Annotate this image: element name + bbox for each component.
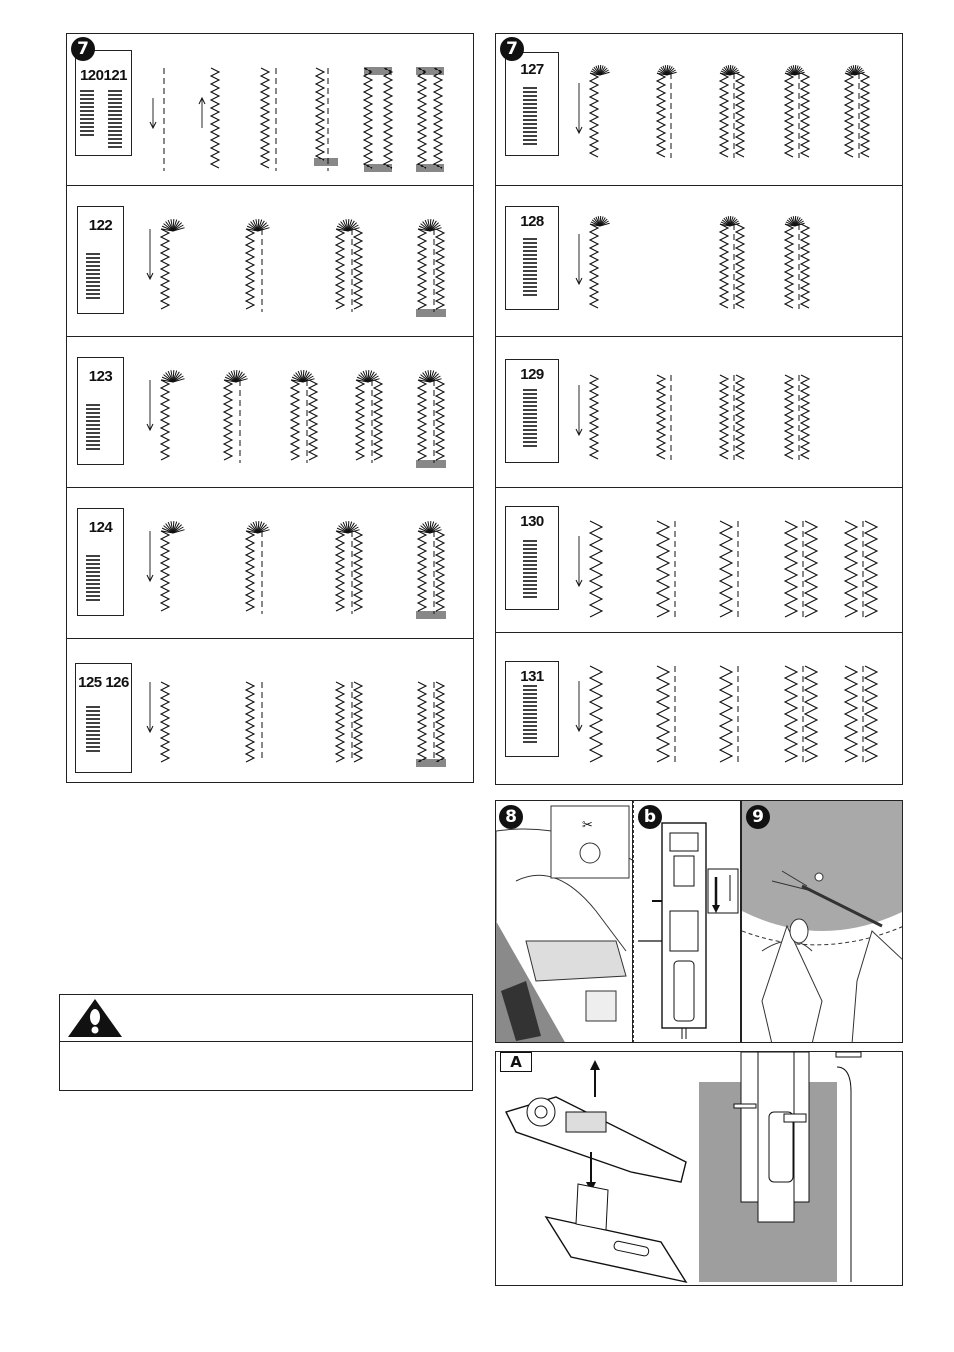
stitch-number: 123: [88, 368, 113, 385]
step-9-badge: 9: [746, 805, 770, 829]
zigzag-stitch: [736, 224, 744, 308]
stitch-number: 120121: [79, 67, 128, 84]
warning-triangle-icon: [66, 997, 124, 1039]
zigzag-stitch: [845, 73, 853, 157]
zigzag-stitch: [336, 229, 344, 309]
zigzag-stitch: [354, 229, 362, 309]
zigzag-stitch: [801, 73, 809, 157]
zigzag-stitch: [657, 521, 669, 617]
scissors-icon: ✂: [582, 817, 593, 832]
zigzag-stitch: [384, 68, 392, 168]
stitch-number: 128: [520, 213, 544, 230]
stitch-number: 130: [520, 513, 544, 530]
zigzag-stitch: [354, 531, 362, 611]
zigzag-stitch: [261, 68, 269, 168]
zigzag-stitch: [720, 73, 728, 157]
zigzag-stitch: [865, 521, 877, 617]
zigzag-stitch: [309, 380, 317, 460]
zigzag-stitch: [865, 666, 877, 762]
zigzag-stitch: [246, 229, 254, 309]
zigzag-stitch: [657, 73, 665, 157]
zigzag-stitch: [436, 380, 444, 460]
zigzag-stitch: [720, 521, 732, 617]
zigzag-stitch: [590, 666, 602, 762]
zigzag-stitch: [785, 521, 797, 617]
zigzag-stitch: [336, 531, 344, 611]
zigzag-stitch: [211, 68, 219, 168]
figure-a-presser-foot: [495, 1051, 903, 1286]
zigzag-stitch: [374, 380, 382, 460]
figure-8b-diagram: [633, 800, 741, 1043]
step-7-badge-left: 7: [71, 37, 95, 61]
zigzag-stitch: [161, 229, 169, 309]
zigzag-stitch: [845, 666, 857, 762]
zigzag-stitch: [364, 68, 372, 168]
zigzag-stitch: [736, 375, 744, 459]
zigzag-stitch: [720, 375, 728, 459]
zigzag-stitch: [161, 682, 169, 762]
zigzag-stitch: [801, 375, 809, 459]
stitch-number: 127: [520, 61, 544, 78]
zigzag-stitch: [590, 521, 602, 617]
zigzag-stitch: [356, 380, 364, 460]
zigzag-stitch: [246, 682, 254, 762]
figure-8-photo: [495, 800, 633, 1043]
warning-header: [60, 995, 472, 1042]
zigzag-stitch: [805, 666, 817, 762]
zigzag-stitch: [161, 531, 169, 611]
stitch-number: 122: [88, 217, 113, 234]
zigzag-stitch: [720, 224, 728, 308]
stitch-number: 125 126: [78, 674, 129, 691]
zigzag-stitch: [418, 229, 426, 309]
zigzag-stitch: [657, 666, 669, 762]
zigzag-stitch: [161, 380, 169, 460]
stitch-number: 131: [520, 668, 544, 685]
zigzag-stitch: [418, 380, 426, 460]
step-a-badge: A: [500, 1052, 532, 1072]
zigzag-stitch: [861, 73, 869, 157]
zigzag-stitch: [418, 68, 426, 168]
zigzag-stitch: [436, 229, 444, 309]
zigzag-stitch: [720, 666, 732, 762]
warning-box: [59, 994, 473, 1091]
zigzag-stitch: [354, 682, 362, 762]
figure-9-photo: [741, 800, 903, 1043]
zigzag-stitch: [801, 224, 809, 308]
zigzag-stitch: [316, 68, 324, 160]
zigzag-stitch: [805, 521, 817, 617]
zigzag-stitch: [336, 682, 344, 762]
step-7-badge-right: 7: [500, 37, 524, 61]
step-b-badge: b: [638, 805, 662, 829]
zigzag-stitch: [291, 380, 299, 460]
zigzag-stitch: [418, 531, 426, 611]
zigzag-stitch: [785, 224, 793, 308]
zigzag-stitch: [434, 68, 442, 168]
step-8-badge: 8: [499, 805, 523, 829]
zigzag-stitch: [785, 375, 793, 459]
zigzag-stitch: [436, 682, 444, 762]
zigzag-stitch: [418, 682, 426, 762]
zigzag-stitch: [246, 531, 254, 611]
zigzag-stitch: [436, 531, 444, 611]
zigzag-stitch: [590, 73, 598, 157]
zigzag-stitch: [590, 375, 598, 459]
zigzag-stitch: [224, 380, 232, 460]
zigzag-stitch: [785, 666, 797, 762]
stitch-number: 124: [88, 519, 113, 536]
zigzag-stitch: [845, 521, 857, 617]
zigzag-stitch: [590, 224, 598, 308]
zigzag-stitch: [736, 73, 744, 157]
stitch-number: 129: [520, 366, 544, 383]
zigzag-stitch: [657, 375, 665, 459]
zigzag-stitch: [785, 73, 793, 157]
